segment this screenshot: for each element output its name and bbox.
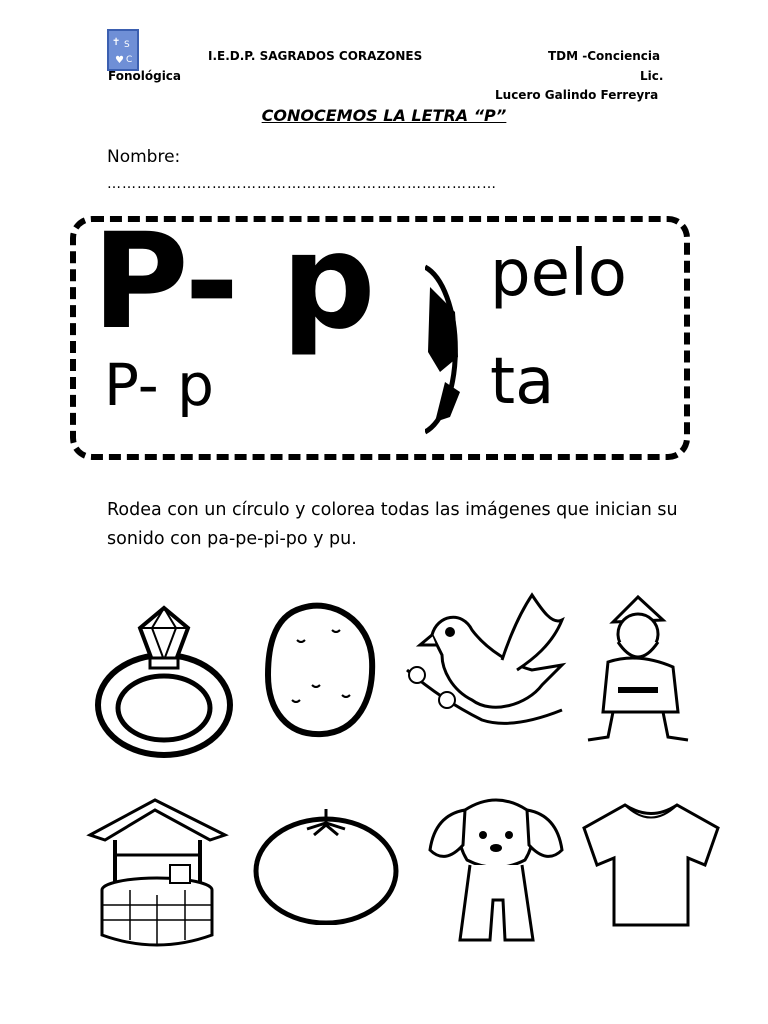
word-part-ta: ta [490, 345, 555, 419]
tshirt-icon[interactable] [580, 800, 722, 930]
well-icon[interactable] [85, 795, 230, 950]
nombre-label: Nombre: [107, 147, 181, 167]
nombre-line[interactable]: …………………………………………………………………… [107, 176, 497, 192]
tomato-icon[interactable] [252, 805, 400, 925]
dwarf-icon[interactable] [578, 592, 693, 747]
teacher-name: Lucero Galindo Ferreyra [495, 88, 659, 102]
bird-icon[interactable] [402, 590, 567, 740]
big-letters: P- p [92, 205, 374, 359]
fonologica-label: Fonológica [108, 69, 182, 83]
potato-icon[interactable] [262, 600, 377, 740]
svg-text:♥: ♥ [115, 55, 124, 66]
svg-text:✝: ✝ [112, 37, 121, 48]
svg-text:S: S [124, 40, 130, 50]
word-part-pelo: pelo [490, 237, 627, 311]
school-logo [107, 29, 139, 71]
page-title: CONOCEMOS LA LETRA “P” [261, 106, 507, 125]
svg-text:C: C [126, 55, 133, 65]
ring-icon[interactable] [92, 600, 237, 760]
lic-label: Lic. [640, 69, 664, 83]
instructions: Rodea con un círculo y colorea todas las imágenes que inician su sonido con pa-pe-pi-po y pu. [107, 500, 678, 549]
puppy-icon[interactable] [425, 790, 567, 950]
tdm-label: TDM -Conciencia [548, 49, 661, 63]
small-letters: P- p [104, 351, 214, 419]
school-name: I.E.D.P. SAGRADOS CORAZONES [208, 49, 423, 63]
